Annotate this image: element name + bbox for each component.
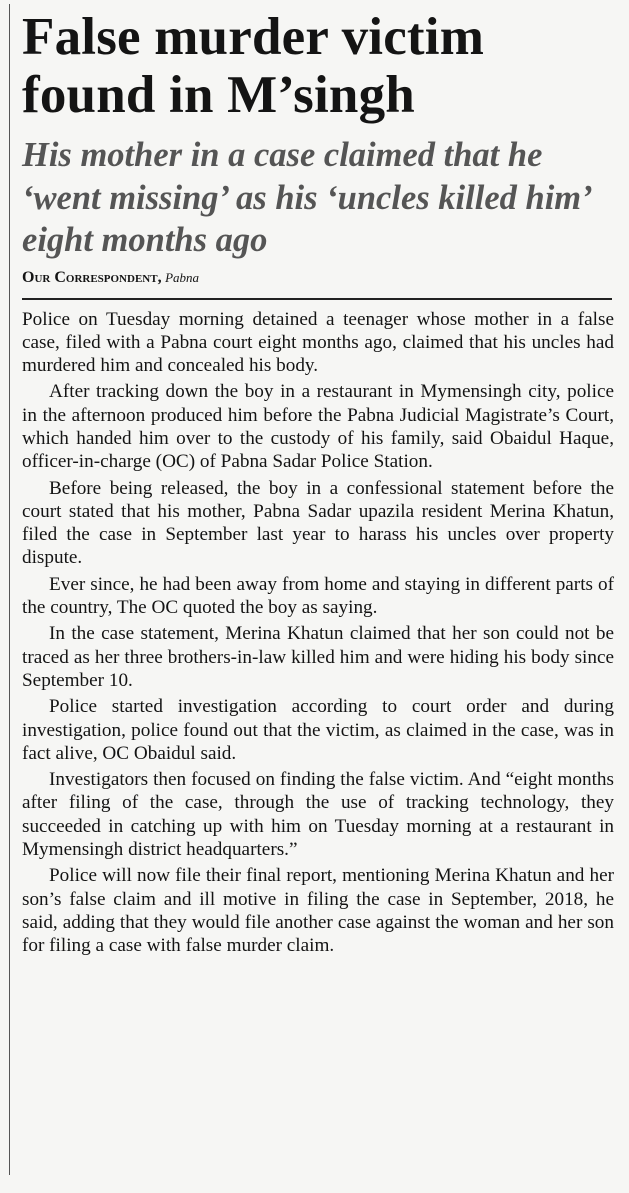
paragraph: After tracking down the boy in a restaurant in Mymensingh city, police in the afternoon produced him before the Pabna Judicial Magistrate’s Court, which handed him over to the custody of his family, said Obaidul Haque, officer-in-charge (OC) of Pabna Sadar Police Station. xyxy=(22,381,614,473)
news-article xyxy=(22,8,614,958)
headline: False murder victim found in M’singh xyxy=(22,8,485,124)
paragraph: In the case statement, Merina Khatun claimed that her son could not be traced as her three brothers-in-law killed him and were hiding his body since September 10. xyxy=(22,623,614,691)
paragraph: Ever since, he had been away from home and staying in different parts of the country, The OC quoted the boy as saying. xyxy=(22,573,614,619)
divider xyxy=(22,298,612,300)
paragraph: Before being released, the boy in a confessional statement before the court stated that his mother, Pabna Sadar upazila resident Merina Khatun, filed the case in September last year to harass his uncles over property dispute. xyxy=(22,477,614,569)
paragraph: Police on Tuesday morning detained a teenager whose mother in a false case, filed with a Pabna court eight months ago, claimed that his uncles had murdered him and concealed his body. xyxy=(22,308,614,377)
paragraph: Police will now file their final report, mentioning Merina Khatun and her son’s false claim and ill motive in filing the case in September, 2018, he said, adding that they would file another case against the woman and her son for filing a case with false murder claim. xyxy=(22,865,614,957)
byline xyxy=(22,268,614,289)
paragraph: Police started investigation according to court order and during investigation, police found out that the victim, as claimed in the case, was in fact alive, OC Obaidul said. xyxy=(22,696,614,764)
column-rule xyxy=(9,4,10,1175)
subheadline: His mother in a case claimed that he ‘went missing’ as his ‘uncles killed him’ eight months ago xyxy=(22,136,591,259)
byline-author: Our Correspondent, xyxy=(22,268,162,286)
article-body xyxy=(22,308,614,958)
byline-location: Pabna xyxy=(165,269,200,285)
paragraph: Investigators then focused on finding the false victim. And “eight months after filing of the case, through the use of tracking technology, they succeeded in catching up with him on Tuesday morning at a restaurant in Mymensingh district headquarters.” xyxy=(22,769,614,861)
